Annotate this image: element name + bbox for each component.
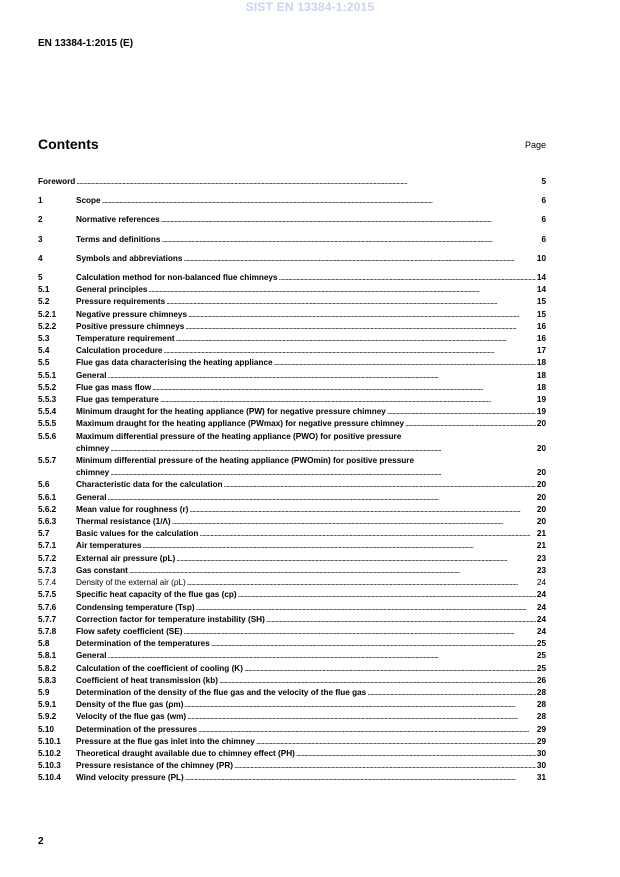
toc-entry-number: 5.6.2: [38, 504, 57, 514]
toc-entry-title: Terms and definitions: [76, 234, 161, 244]
toc-entry-title: Velocity of the flue gas (wm): [76, 712, 187, 722]
toc-entry-number: 5.8: [38, 639, 50, 649]
dot-leader: [234, 760, 536, 772]
toc-entry-title: Flue gas mass flow: [76, 382, 152, 392]
toc-entry-number: 5.5.3: [38, 395, 57, 405]
toc-entry-page: 18: [536, 358, 546, 368]
toc-entry[interactable]: [38, 406, 546, 418]
toc-entry[interactable]: [38, 577, 546, 589]
dot-leader: [296, 748, 536, 760]
toc-entry-title: Density of the external air (ρL): [76, 578, 186, 588]
toc-entry-number: 4: [38, 253, 43, 263]
toc-entry-page: 24: [536, 578, 546, 588]
toc-entry-number: 5.6: [38, 480, 50, 490]
toc-entry-page: 31: [536, 773, 546, 783]
toc-entry-page: 16: [536, 334, 546, 344]
toc-entry[interactable]: [38, 333, 546, 345]
dot-leader: [76, 176, 540, 188]
toc-entry-title: Thermal resistance (1/Λ): [76, 517, 171, 527]
toc-entry[interactable]: [38, 176, 546, 188]
dot-leader: [110, 443, 536, 455]
toc-entry-title: Pressure at the flue gas inlet into the chimney: [76, 736, 255, 746]
toc-entry-title: Density of the flue gas (ρm): [76, 700, 184, 710]
dot-leader: [161, 214, 541, 226]
toc-entry-number: 5.1: [38, 285, 50, 295]
toc-entry-page: 5: [541, 177, 546, 186]
toc-entry-title: General: [76, 370, 107, 380]
toc-entry-title: Determination of the pressures: [76, 724, 198, 734]
dot-leader: [279, 272, 536, 284]
toc-entry-number: 5.7.2: [38, 553, 57, 563]
toc-entry-title: Air temperatures: [76, 541, 142, 551]
toc-entry-page: 18: [536, 382, 546, 392]
toc-entry-title: Positive pressure chimneys: [76, 321, 185, 331]
toc-entry[interactable]: [38, 736, 546, 748]
dot-leader: [266, 614, 536, 626]
toc-entry-title: Correction factor for temperature instability (SH): [76, 614, 265, 624]
toc-entry-number: 5.7.1: [38, 541, 57, 551]
toc-entry-number: 5.7.3: [38, 565, 57, 575]
toc-entry-number: 5.10.4: [38, 773, 61, 783]
toc-entry-title: Theoretical draught available due to chimney effect (PH): [76, 748, 295, 758]
toc-entry-page: 19: [536, 407, 546, 417]
toc-entry-title: Pressure requirements: [76, 297, 166, 307]
table-of-contents: [38, 176, 546, 785]
toc-entry-title: Coefficient of heat transmission (kb): [76, 675, 218, 685]
toc-entry-number: 5.6.3: [38, 517, 57, 527]
toc-entry-number: 5.10.1: [38, 736, 61, 746]
toc-entry-page: 17: [536, 346, 546, 356]
toc-entry-title: Negative pressure chimneys: [76, 309, 188, 319]
toc-entry-page: 21: [536, 541, 546, 551]
toc-entry-number: 5.10: [38, 724, 54, 734]
dot-leader: [188, 309, 536, 321]
toc-entry-page: 20: [536, 443, 546, 453]
toc-entry[interactable]: [38, 272, 546, 284]
dot-leader: [110, 467, 536, 479]
toc-entry-number: 5.7.4: [38, 578, 57, 588]
toc-entry-number: 5.8.2: [38, 663, 57, 673]
toc-entry-title: Characteristic data for the calculation: [76, 480, 223, 490]
toc-entry[interactable]: [38, 492, 546, 504]
toc-entry[interactable]: [38, 614, 546, 626]
toc-entry-number: 5.2: [38, 297, 50, 307]
toc-entry[interactable]: [38, 284, 546, 296]
toc-entry-number: 5.5.4: [38, 407, 57, 417]
toc-entry-title: External air pressure (pL): [76, 553, 176, 563]
toc-entry-title: Maximum draught for the heating appliance (PWmax) for negative pressure chimney: [76, 419, 405, 429]
toc-entry[interactable]: [38, 504, 546, 516]
dot-leader: [183, 253, 535, 265]
toc-entry-title: Symbols and abbreviations: [76, 253, 183, 263]
dot-leader: [387, 406, 536, 418]
toc-entry-title: Temperature requirement: [76, 334, 175, 344]
toc-entry-number: 5.6.1: [38, 492, 57, 502]
toc-entry-page: 20: [536, 480, 546, 490]
toc-entry-number: 5.3: [38, 334, 50, 344]
document-id: EN 13384-1:2015 (E): [38, 38, 134, 49]
toc-entry-page: 23: [536, 565, 546, 575]
toc-entry-title: Gas constant: [76, 565, 128, 575]
toc-entry[interactable]: [38, 234, 546, 246]
toc-entry-number: 5.7.8: [38, 626, 57, 636]
toc-entry-title: Determination of the temperatures: [76, 639, 210, 649]
dot-leader: [238, 589, 536, 601]
toc-entry-number: 2: [38, 215, 43, 225]
spacer: [38, 246, 546, 253]
toc-entry-page: 16: [536, 321, 546, 331]
toc-entry-page: 24: [536, 602, 546, 612]
toc-entry-number: 5.5.5: [38, 419, 57, 429]
toc-entry-title: Foreword: [38, 177, 76, 186]
toc-entry-page: 25: [536, 663, 546, 673]
dot-leader: [187, 711, 536, 723]
toc-entry[interactable]: [38, 540, 546, 552]
dot-leader: [185, 321, 536, 333]
toc-entry-number: 5.5.1: [38, 370, 57, 380]
dot-leader: [152, 382, 536, 394]
toc-entry-number: 5.2.2: [38, 321, 57, 331]
dot-leader: [219, 675, 536, 687]
toc-entry-title: Mean value for roughness (r): [76, 504, 189, 514]
dot-leader: [199, 528, 535, 540]
toc-entry-number: 5.10.2: [38, 748, 61, 758]
toc-entry[interactable]: [38, 516, 546, 528]
toc-entry[interactable]: [38, 675, 546, 687]
toc-entry-number: 5.4: [38, 346, 50, 356]
toc-entry-page: 28: [536, 700, 546, 710]
toc-entry[interactable]: [38, 663, 546, 675]
toc-entry-page: 14: [536, 285, 546, 295]
dot-leader: [185, 772, 536, 784]
toc-entry[interactable]: [38, 650, 546, 662]
spacer: [38, 227, 546, 234]
toc-entry-page: 6: [541, 234, 546, 244]
dot-leader: [108, 370, 536, 382]
toc-entry-page: 15: [536, 309, 546, 319]
toc-entry-title: Calculation method for non-balanced flue chimneys: [76, 273, 278, 283]
toc-entry-page: 20: [536, 492, 546, 502]
dot-leader: [160, 394, 536, 406]
toc-entry-title: General principles: [76, 285, 148, 295]
toc-entry-number: 5.5: [38, 358, 50, 368]
dot-leader: [198, 724, 536, 736]
toc-entry-title: Normative references: [76, 215, 160, 225]
dot-leader: [189, 504, 536, 516]
dot-leader: [172, 516, 536, 528]
toc-entry-page: 14: [536, 273, 546, 283]
toc-entry[interactable]: [38, 528, 546, 540]
toc-entry[interactable]: [38, 370, 546, 382]
toc-entry-title: Wind velocity pressure (PL): [76, 773, 184, 783]
toc-entry-page: 26: [536, 675, 546, 685]
dot-leader: [274, 357, 536, 369]
dot-leader: [108, 492, 536, 504]
toc-entry-title: Condensing temperature (Tsp): [76, 602, 195, 612]
toc-entry[interactable]: [38, 711, 546, 723]
toc-entry[interactable]: [38, 309, 546, 321]
toc-entry-page: 6: [541, 196, 546, 206]
toc-entry-number: 5.9.2: [38, 712, 57, 722]
toc-entry-page: 21: [536, 529, 546, 539]
toc-entry-number: 5.7: [38, 529, 50, 539]
toc-entry-page: 25: [536, 651, 546, 661]
toc-entry-title: Basic values for the calculation: [76, 529, 199, 539]
toc-entry-page: 10: [536, 253, 546, 263]
toc-entry-page: 23: [536, 553, 546, 563]
dot-leader: [148, 284, 535, 296]
toc-entry-title: Determination of the density of the flue gas and the velocity of the flue gas: [76, 687, 367, 697]
watermark: SIST EN 13384-1:2015: [245, 0, 375, 14]
toc-entry-page: 28: [536, 687, 546, 697]
toc-entry[interactable]: [38, 296, 546, 308]
toc-entry[interactable]: [38, 602, 546, 614]
toc-entry-page: 20: [536, 468, 546, 478]
toc-entry-title: Scope: [76, 196, 101, 206]
toc-entry-page: 30: [536, 761, 546, 771]
toc-entry-title: Flue gas data characterising the heating appliance: [76, 358, 273, 368]
toc-entry[interactable]: [38, 760, 546, 772]
page-title: Contents: [38, 136, 99, 152]
toc-entry[interactable]: [38, 357, 546, 369]
page-number: 2: [38, 836, 44, 847]
toc-entry[interactable]: [38, 418, 546, 430]
toc-entry-title: General: [76, 492, 107, 502]
toc-entry-page: 6: [541, 215, 546, 225]
dot-leader: [143, 540, 536, 552]
toc-entry[interactable]: [38, 345, 546, 357]
toc-entry-page: 29: [536, 736, 546, 746]
toc-entry[interactable]: [38, 772, 546, 784]
dot-leader: [183, 626, 535, 638]
toc-entry-title: Flow safety coefficient (SE): [76, 626, 183, 636]
toc-entry[interactable]: [38, 214, 546, 226]
toc-entry[interactable]: [38, 589, 546, 601]
toc-entry[interactable]: [38, 394, 546, 406]
toc-entry-page: 19: [536, 395, 546, 405]
dot-leader: [108, 650, 536, 662]
toc-entry-number: 5.7.5: [38, 590, 57, 600]
toc-entry-number: 1: [38, 196, 43, 206]
dot-leader: [405, 418, 536, 430]
toc-entry-number: 5.5.6: [38, 431, 57, 441]
dot-leader: [256, 736, 536, 748]
toc-entry-number: 5.10.3: [38, 761, 61, 771]
toc-entry-page: 28: [536, 712, 546, 722]
dot-leader: [196, 602, 536, 614]
toc-entry-page: 24: [536, 590, 546, 600]
dot-leader: [187, 577, 536, 589]
toc-entry[interactable]: [38, 638, 546, 650]
dot-leader: [102, 195, 541, 207]
toc-entry-page: 20: [536, 419, 546, 429]
toc-entry[interactable]: [38, 699, 546, 711]
toc-entry[interactable]: [38, 553, 546, 565]
toc-entry[interactable]: [38, 626, 546, 638]
toc-entry[interactable]: [38, 479, 546, 491]
dot-leader: [244, 663, 536, 675]
toc-entry-number: 5.5.7: [38, 456, 57, 466]
toc-entry-page: 18: [536, 370, 546, 380]
toc-entry-title: Flue gas temperature: [76, 395, 159, 405]
toc-entry-title: General: [76, 651, 107, 661]
toc-entry[interactable]: [38, 195, 546, 207]
dot-leader: [176, 553, 536, 565]
dot-leader: [176, 333, 536, 345]
dot-leader: [184, 699, 535, 711]
toc-entry-number: 5: [38, 273, 43, 283]
spacer: [38, 265, 546, 272]
toc-entry-page: 24: [536, 614, 546, 624]
toc-entry-title: Pressure resistance of the chimney (PR): [76, 761, 233, 771]
toc-entry-page: 25: [536, 639, 546, 649]
toc-entry-title: Specific heat capacity of the flue gas (cp): [76, 590, 237, 600]
toc-entry-number: 5.7.6: [38, 602, 57, 612]
toc-entry-title: Calculation procedure: [76, 346, 163, 356]
toc-entry[interactable]: [38, 748, 546, 760]
toc-entry-page: 20: [536, 517, 546, 527]
toc-entry-title: chimney: [76, 443, 110, 453]
toc-entry-page: 30: [536, 748, 546, 758]
dot-leader: [224, 479, 536, 491]
toc-entry-number: 3: [38, 234, 43, 244]
dot-leader: [367, 687, 536, 699]
toc-entry-title: Calculation of the coefficient of cooling (K): [76, 663, 243, 673]
toc-entry[interactable]: [38, 321, 546, 333]
toc-entry-number: 5.9: [38, 687, 50, 697]
toc-entry-number: 5.5.2: [38, 382, 57, 392]
toc-entry[interactable]: [38, 724, 546, 736]
dot-leader: [211, 638, 536, 650]
toc-entry-number: 5.9.1: [38, 700, 57, 710]
toc-entry-title: Minimum draught for the heating appliance (PW) for negative pressure chimney: [76, 407, 386, 417]
toc-entry-title: Minimum differential pressure of the heating appliance (PWOmin) for positive pressure: [76, 456, 415, 466]
toc-entry-number: 5.8.3: [38, 675, 57, 685]
toc-entry[interactable]: [38, 431, 546, 455]
toc-entry-title: Maximum differential pressure of the heating appliance (PWO) for positive pressure: [76, 431, 402, 441]
spacer: [38, 188, 546, 195]
dot-leader: [163, 345, 535, 357]
toc-entry-number: 5.8.1: [38, 651, 57, 661]
toc-entry[interactable]: [38, 382, 546, 394]
page-column-label: Page: [524, 140, 546, 150]
toc-entry[interactable]: [38, 455, 546, 479]
spacer: [38, 207, 546, 214]
toc-entry-page: 15: [536, 297, 546, 307]
dot-leader: [161, 234, 540, 246]
toc-entry[interactable]: [38, 253, 546, 265]
toc-entry[interactable]: [38, 687, 546, 699]
toc-entry-number: 5.7.7: [38, 614, 57, 624]
toc-entry-number: 5.2.1: [38, 309, 57, 319]
toc-entry-page: 29: [536, 724, 546, 734]
toc-entry-title: chimney: [76, 468, 110, 478]
dot-leader: [166, 296, 536, 308]
toc-entry[interactable]: [38, 565, 546, 577]
dot-leader: [129, 565, 536, 577]
toc-entry-page: 24: [536, 626, 546, 636]
toc-entry-page: 20: [536, 504, 546, 514]
